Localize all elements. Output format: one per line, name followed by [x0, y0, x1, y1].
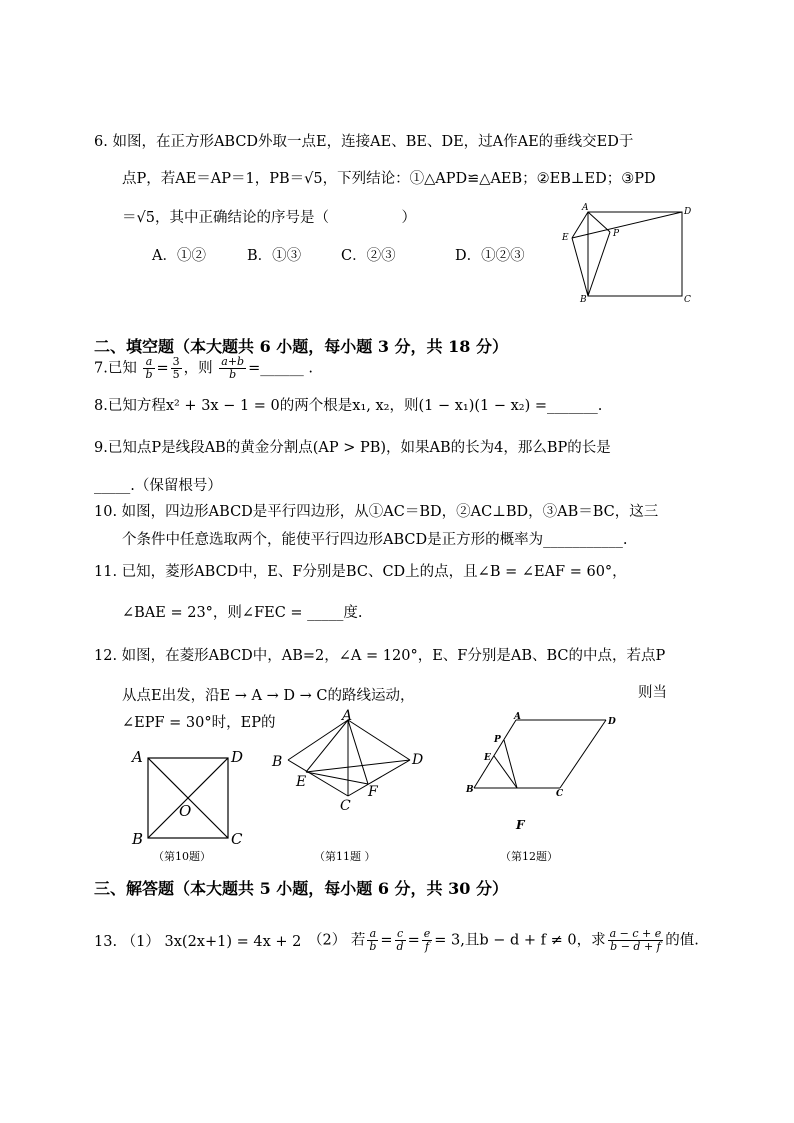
fig11-label-e: E: [296, 774, 307, 790]
q12-line1: 12. 如图，在菱形ABCD中，AB=2，∠A = 120°，E、F分别是AB、BC的中点，若点P: [94, 648, 666, 664]
fig11-label-f: F: [368, 784, 378, 800]
fig11-label-c: C: [340, 798, 351, 814]
fig10-label-c: C: [231, 830, 243, 848]
q13-part2: （2） 若 $\frac{a}{b}$ = $\frac{c}{d}$ = $\frac{e}{f}$ = 3,且b − d + f ≠ 0，求 $\frac{a - c + e}{b - d + f}$ 的值.: [308, 927, 699, 953]
fig6-label-c: C: [684, 295, 691, 305]
fig11-label-a: A: [342, 708, 353, 724]
q13-fraction-e-f: $\frac{e}{f}$: [423, 927, 431, 953]
fig12-label-c: C: [556, 789, 564, 799]
fig10-label-o: O: [179, 802, 192, 820]
fig6-label-p: P: [613, 229, 620, 239]
fig6-label-b: B: [580, 295, 587, 305]
fig12-label-b: B: [466, 785, 474, 795]
q13-part2-mid: = 3,且b − d + f ≠ 0，求: [434, 932, 606, 949]
fig12-label-e: E: [484, 753, 491, 763]
q11-line2: ∠BAE = 23°，则∠FEC = _____度.: [122, 605, 363, 621]
fig10-caption: （第10题）: [153, 850, 211, 863]
q7-fraction-3-5: $\frac{3}{5}$: [172, 355, 180, 381]
q12-line2: 从点E出发，沿E → A → D → C的路线运动，: [122, 688, 415, 704]
fig10-square: [128, 744, 248, 848]
q6-figure: [556, 200, 706, 308]
q8-line: 8.已知方程x² + 3x − 1 = 0的两个根是x₁, x₂，则(1 − x₁)(1 − x₂) =_______.: [94, 398, 603, 414]
q13-fraction-c-d: $\frac{c}{d}$: [396, 927, 404, 953]
q6-option-a: A．①②: [152, 248, 206, 264]
q13-part1: 13. （1） 3x(2x+1) = 4x + 2: [94, 934, 302, 950]
fig12-caption: （第12题）: [500, 850, 558, 863]
fig11-label-d: D: [412, 752, 424, 768]
fig11-label-b: B: [272, 754, 283, 770]
fig6-label-e: E: [562, 233, 569, 243]
section-2-heading: 二、填空题（本大题共 6 小题，每小题 3 分，共 18 分）: [94, 337, 508, 356]
q7-line: [94, 356, 313, 381]
q7-mid: ，则: [183, 360, 213, 377]
fig6-label-d: D: [684, 207, 692, 217]
fig12-label-a: A: [514, 712, 521, 722]
q6-line3: ＝√5，其中正确结论的序号是（ ）: [122, 210, 416, 226]
fig12-label-f: F: [516, 818, 525, 832]
q13-part2-prefix: （2） 若: [308, 932, 366, 949]
q13-part2-suffix: 的值.: [665, 932, 699, 949]
fig12-parallelogram: [460, 708, 630, 834]
fig6-label-a: A: [582, 203, 589, 213]
q12-line3: ∠EPF = 30°时，EP的: [122, 715, 276, 731]
q6-option-c: C．②③: [341, 248, 396, 264]
fig12-label-d: D: [608, 717, 616, 727]
q6-option-b: B．①③: [247, 248, 302, 264]
q10-line1: 10. 如图，四边形ABCD是平行四边形，从①AC＝BD，②AC⊥BD，③AB＝BC，这三: [94, 504, 659, 520]
q7-suffix: =______ .: [248, 360, 313, 377]
q11-line1: 11. 已知，菱形ABCD中，E、F分别是BC、CD上的点，且∠B = ∠EAF = 60°，: [94, 564, 627, 580]
q7-equals: =: [156, 360, 169, 377]
q7-fraction-a-b: $\frac{a}{b}$: [145, 355, 153, 381]
q12-line2-right: 则当: [638, 685, 667, 701]
q6-line1: 6. 如图，在正方形ABCD外取一点E，连接AE、BE、DE，过A作AE的垂线交ED于: [94, 134, 634, 150]
q10-line2: 个条件中任意选取两个，能使平行四边形ABCD是正方形的概率为___________.: [122, 532, 628, 548]
q6-option-d: D．①②③: [455, 248, 525, 264]
q7-fraction-ab-b: $\frac{a+b}{b}$: [221, 355, 245, 381]
fig11-rhombus: [268, 708, 428, 814]
fig10-label-d: D: [231, 748, 244, 766]
q9-line2: _____.（保留根号）: [94, 478, 222, 494]
q13-fraction-main: $\frac{a - c + e}{b - d + f}$: [609, 927, 662, 953]
fig10-label-b: B: [132, 830, 144, 848]
q7-prefix: 7.已知: [94, 360, 137, 377]
fig10-label-a: A: [132, 748, 143, 766]
q9-line1: 9.已知点P是线段AB的黄金分割点(AP > PB)，如果AB的长为4，那么BP的长是: [94, 440, 611, 456]
section-3-heading: 三、解答题（本大题共 5 小题，每小题 6 分，共 30 分）: [94, 879, 508, 898]
q6-line2: 点P，若AE＝AP＝1，PB＝√5，下列结论：①△APD≌△AEB；②EB⊥ED；③PD: [122, 171, 656, 187]
fig12-label-p: P: [494, 735, 501, 745]
fig11-caption: （第11题 ）: [314, 850, 376, 863]
q13-fraction-a-b: $\frac{a}{b}$: [369, 927, 377, 953]
